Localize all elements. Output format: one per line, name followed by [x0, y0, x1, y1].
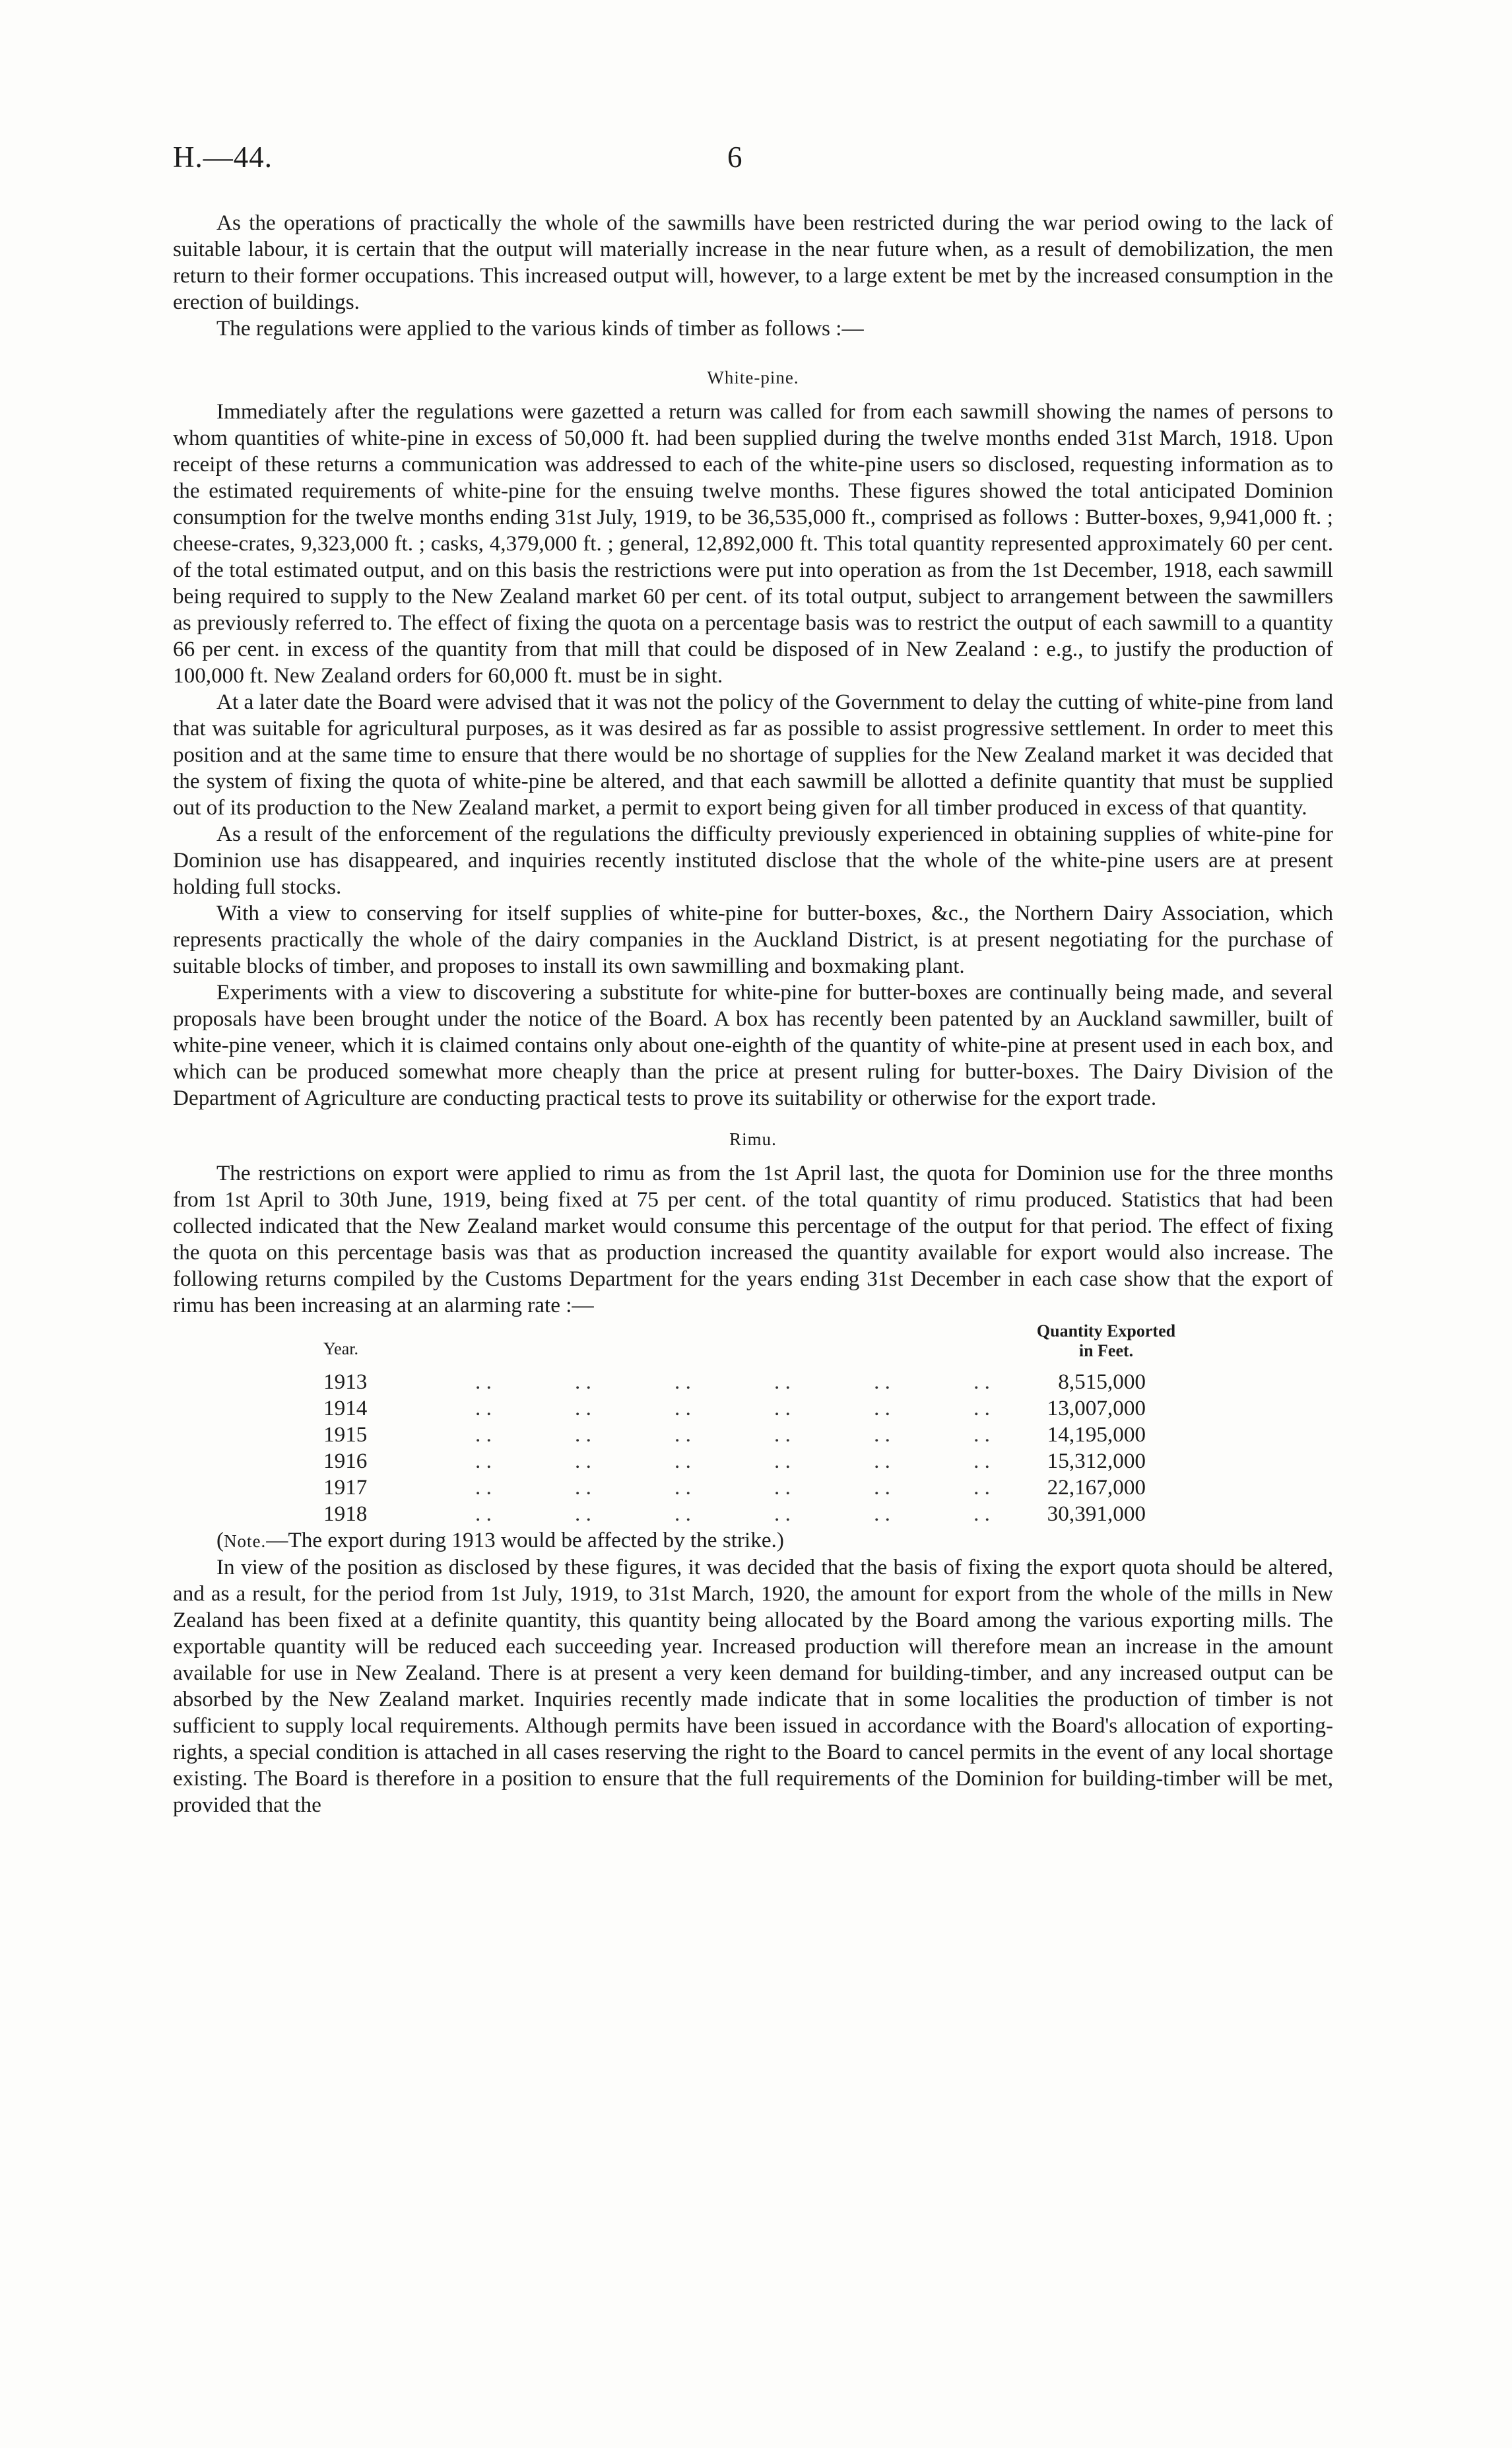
body-paragraph: The restrictions on export were applied to rimu as from the 1st April last, the quota for Dominion use for the three months from 1st April to 30th June, 1919, being fixed at 75 per cent. of the total quantity of rimu produced. Statistics that had been collected indicated that the New Zealand market would consume this percentage of the output for that period. The effect of fixing the quota on this percentage basis was that as production increased the quantity available for export would also increase. The following returns compiled by the Customs Department for the years ending 31st December in each case show that the export of rimu has been increasing at an alarming rate :—: [173, 1161, 1333, 1317]
body-paragraph: Experiments with a view to discovering a substitute for white-pine for butter-boxes are continually being made, and several proposals have been brought under the notice of the Board. A box has recently been patented by an Auckland sawmiller, built of white-pine veneer, which it is claimed contains only about one-eighth of the quantity of white-pine at present used in each box, and which can be produced somewhat more cheaply than the price at present ruling for butter-boxes. The Dairy Division of the Department of Agriculture are conducting practical tests to prove its suitability or otherwise for the export trade.: [173, 980, 1333, 1110]
rimu-export-table: [323, 1321, 1234, 1527]
table-cell-quantity: 14,195,000: [1047, 1422, 1146, 1447]
leader-dots: . . . . . . . . . . . .: [475, 1370, 990, 1394]
column-header-quantity: Quantity Exported in Feet.: [1036, 1321, 1176, 1360]
table-cell-year: 1916: [323, 1449, 368, 1473]
table-row: [323, 1395, 1234, 1422]
table-row: [323, 1501, 1234, 1527]
leader-dots: . . . . . . . . . . . .: [475, 1422, 990, 1447]
table-cell-year: 1917: [323, 1475, 368, 1500]
table-cell-quantity: 22,167,000: [1047, 1475, 1146, 1500]
table-row: [323, 1369, 1234, 1395]
document-body: [173, 210, 1333, 1818]
note-text: —The export during 1913 would be affected by the strike.): [266, 1528, 784, 1552]
table-cell-quantity: 15,312,000: [1047, 1449, 1146, 1473]
body-paragraph: With a view to conserving for itself supplies of white-pine for butter-boxes, &c., the Northern Dairy Association, which represents practically the whole of the dairy companies in the Auckland District, is at present negotiating for the purchase of suitable blocks of timber, and proposes to install its own sawmilling and boxmaking plant.: [173, 901, 1333, 978]
section-heading-white-pine: White-pine.: [707, 368, 799, 387]
intro-paragraph: The regulations were applied to the various kinds of timber as follows :—: [216, 316, 864, 341]
leader-dots: . . . . . . . . . . . .: [475, 1449, 990, 1473]
table-header: [323, 1321, 1234, 1369]
leader-dots: . . . . . . . . . . . .: [475, 1396, 990, 1420]
note-label: Note.: [224, 1531, 267, 1551]
table-cell-year: 1914: [323, 1396, 368, 1420]
body-paragraph: As a result of the enforcement of the regulations the difficulty previously experienced in obtaining supplies of white-pine for Dominion use has disappeared, and inquiries recently instituted disclose that the whole of the white-pine users are at present holding full stocks.: [173, 822, 1333, 899]
table-cell-quantity: 13,007,000: [1047, 1396, 1146, 1420]
table-row: [323, 1474, 1234, 1501]
table-cell-quantity: 8,515,000: [1058, 1370, 1146, 1394]
body-paragraph: In view of the position as disclosed by these figures, it was decided that the basis of fixing the export quota should be altered, and as a result, for the period from 1st July, 1919, to 31st March, 1920, the amount for export from the whole of the mills in New Zealand has been fixed at a definite quantity, this quantity being allocated by the Board among the various exporting mills. The exportable quantity will be reduced each succeeding year. Increased production will therefore mean an increase in the amount available for use in New Zealand. There is at present a very keen demand for building-timber, and any increased output can be absorbed by the New Zealand market. Inquiries recently made indicate that in some localities the production of timber is not sufficient to supply local requirements. Although permits have been issued in accordance with the Board's allocation of exporting-rights, a special condition is attached in all cases reserving the right to the Board to cancel permits in the event of any local shortage existing. The Board is therefore in a position to ensure that the full requirements of the Dominion for building-timber will be met, provided that the: [173, 1555, 1333, 1817]
body-paragraph: Immediately after the regulations were gazetted a return was called for from each sawmill showing the names of persons to whom quantities of white-pine in excess of 50,000 ft. had been supplied during the twelve months ended 31st March, 1918. Upon receipt of these returns a communication was addressed to each of the white-pine users so disclosed, requesting information as to the estimated requirements of white-pine for the ensuing twelve months. These figures showed the total anticipated Dominion consumption for the twelve months ending 31st July, 1919, to be 36,535,000 ft., comprised as follows : Butter-boxes, 9,941,000 ft. ; cheese-crates, 9,323,000 ft. ; casks, 4,379,000 ft. ; general, 12,892,000 ft. This total quantity represented approximately 60 per cent. of the total estimated output, and on this basis the restrictions were put into operation as from the 1st December, 1918, each sawmill being required to supply to the New Zealand market 60 per cent. of its total output, subject to arrangement between the sawmillers as previously referred to. The effect of fixing the quota on a percentage basis was to restrict the output of each sawmill to a quantity 66 per cent. in excess of the quantity from that mill that could be disposed of in New Zealand : e.g., to justify the production of 100,000 ft. New Zealand orders for 60,000 ft. must be in sight.: [173, 399, 1333, 688]
page-header: [173, 140, 1334, 186]
document-code: H.—44.: [173, 141, 273, 174]
page-number: 6: [727, 141, 742, 174]
table-cell-year: 1913: [323, 1370, 368, 1394]
body-paragraph: At a later date the Board were advised that it was not the policy of the Government to delay the cutting of white-pine from land that was suitable for agricultural purposes, as it was desired as far as possible to assist progressive settlement. In order to meet this position and at the same time to ensure that there would be no shortage of supplies for the New Zealand market it was decided that the system of fixing the quota of white-pine be altered, and that each sawmill be allotted a definite quantity that must be supplied out of its production to the New Zealand market, a permit to export being given for all timber produced in excess of that quantity.: [173, 690, 1333, 820]
leader-dots: . . . . . . . . . . . .: [475, 1475, 990, 1500]
table-row: [323, 1422, 1234, 1448]
table-note: (Note.—The export during 1913 would be affected by the strike.): [216, 1528, 784, 1552]
table-row: [323, 1448, 1234, 1474]
table-cell-quantity: 30,391,000: [1047, 1502, 1146, 1526]
section-heading-rimu: Rimu.: [729, 1129, 777, 1149]
intro-paragraph: As the operations of practically the whole of the sawmills have been restricted during the war period owing to the lack of suitable labour, it is certain that the output will materially increase in the near future when, as a result of demobilization, the men return to their former occupations. This increased output will, however, to a large extent be met by the increased consumption in the erection of buildings.: [173, 211, 1333, 314]
leader-dots: . . . . . . . . . . . .: [475, 1502, 990, 1526]
column-header-year: Year.: [323, 1339, 358, 1358]
table-cell-year: 1915: [323, 1422, 368, 1447]
table-cell-year: 1918: [323, 1502, 368, 1526]
